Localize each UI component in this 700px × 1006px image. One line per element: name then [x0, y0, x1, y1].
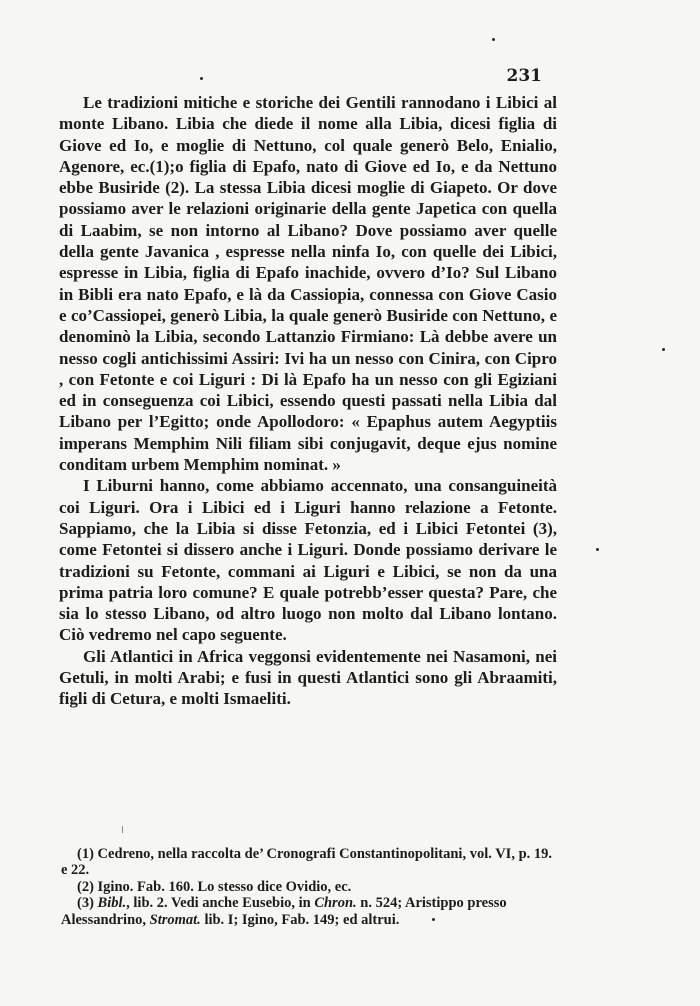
- footnote-3-number: (3): [77, 895, 98, 912]
- paragraph-libano: Le tradizioni mitiche e storiche dei Gentili rannodano i Libici al monte Libano. Libia che diede il nome alla Libia, dicesi figlia di Giove ed Io, e moglie di Nettuno, col quale generò Belo, Enialio, Agenore, ec.(1);o figlia di Epafo, nato di Giove ed Io, e da Nettuno ebbe Busiride (2). La stessa Libia dicesi moglie di Giapeto. Or dove possiamo aver le relazioni originarie della gente Japetica con quella di Laabim, se non intorno al Libano? Dove possiamo aver quelle della gente Javanica , espresse nella ninfa Io, con quelle dei Libici, espresse in Libia, figlia di Epafo inachide, ovvero d’Io? Sul Libano in Bibli era nato Epafo, e là da Cassiopia, connessa con Giove Casio e co’Cassiopei, generò Libia, la quale generò Busiride con Nettuno, e denominò la Libia, secondo Lattanzio Firmiano: Là debbe avere un nesso cogli antichissimi Assiri: Ivi ha un nesso con Cinira, con Cipro , con Fetonte e coi Liguri : Di là Epafo ha un nesso con gli Egiziani ed in conseguenza coi Libici, essendo questi passati nella Libia dal Libano per l’Egitto; onde Apollodoro: « Epaphus autem Aegyptiis imperans Memphim Nili filiam sibi conjugavit, deque ejus nomine conditam urbem Memphim nominat. »: [59, 93, 557, 475]
- footnote-3-text-b: n. 524; Aristippo presso Alessandrino,: [61, 895, 507, 928]
- footnote-3-text-c: lib. I; Igino, Fab. 149; ed altrui.: [200, 911, 400, 928]
- footnotes: [61, 846, 558, 928]
- footnote-3-stromat: Stromat.: [149, 911, 201, 928]
- footnote-2: (2) Igino. Fab. 160. Lo stesso dice Ovidio, ec.: [77, 878, 352, 895]
- footnote-1: (1) Cedreno, nella raccolta de’ Cronografi Constantinopolitani, vol. VI, p. 19. e 22.: [61, 846, 553, 879]
- ink-speck: [662, 348, 665, 351]
- footnote-3-bibl: Bibl.: [97, 895, 127, 912]
- ink-speck: [200, 77, 203, 80]
- footnote-separator: [122, 826, 123, 833]
- paragraph-atlantici: Gli Atlantici in Africa veggonsi evidentemente nei Nasamoni, nei Getuli, in molti Arabi; e fusi in questi Atlantici sono gli Abraamiti, figli di Cetura, e molti Ismaeliti.: [59, 646, 557, 709]
- page-number: 231: [506, 66, 542, 86]
- body-text: [59, 92, 557, 710]
- footnote-3: [61, 895, 558, 928]
- footnote-3-text-a: , lib. 2. Vedi anche Eusebio, in: [126, 895, 315, 912]
- footnote-3-chron: Chron.: [314, 895, 357, 912]
- ink-speck: [492, 38, 495, 41]
- paragraph-liburni: I Liburni hanno, come abbiamo accennato, una consanguineità coi Liguri. Ora i Libici ed i Liguri hanno relazione a Fetonte. Sappiamo, che la Libia si disse Fetonzia, ed i Libici Fetontei (3), come Fetontei si dissero anche i Liguri. Donde possiamo derivare le tradizioni su Fetonte, commani ai Liguri e Libici, se non da una prima patria loro comune? E quale potrebb’esser questa? Pare, che sia lo stesso Libano, od altro luogo non molto dal Libano lontano. Ciò vedremo nel capo seguente.: [59, 476, 557, 645]
- ink-speck: [596, 548, 599, 551]
